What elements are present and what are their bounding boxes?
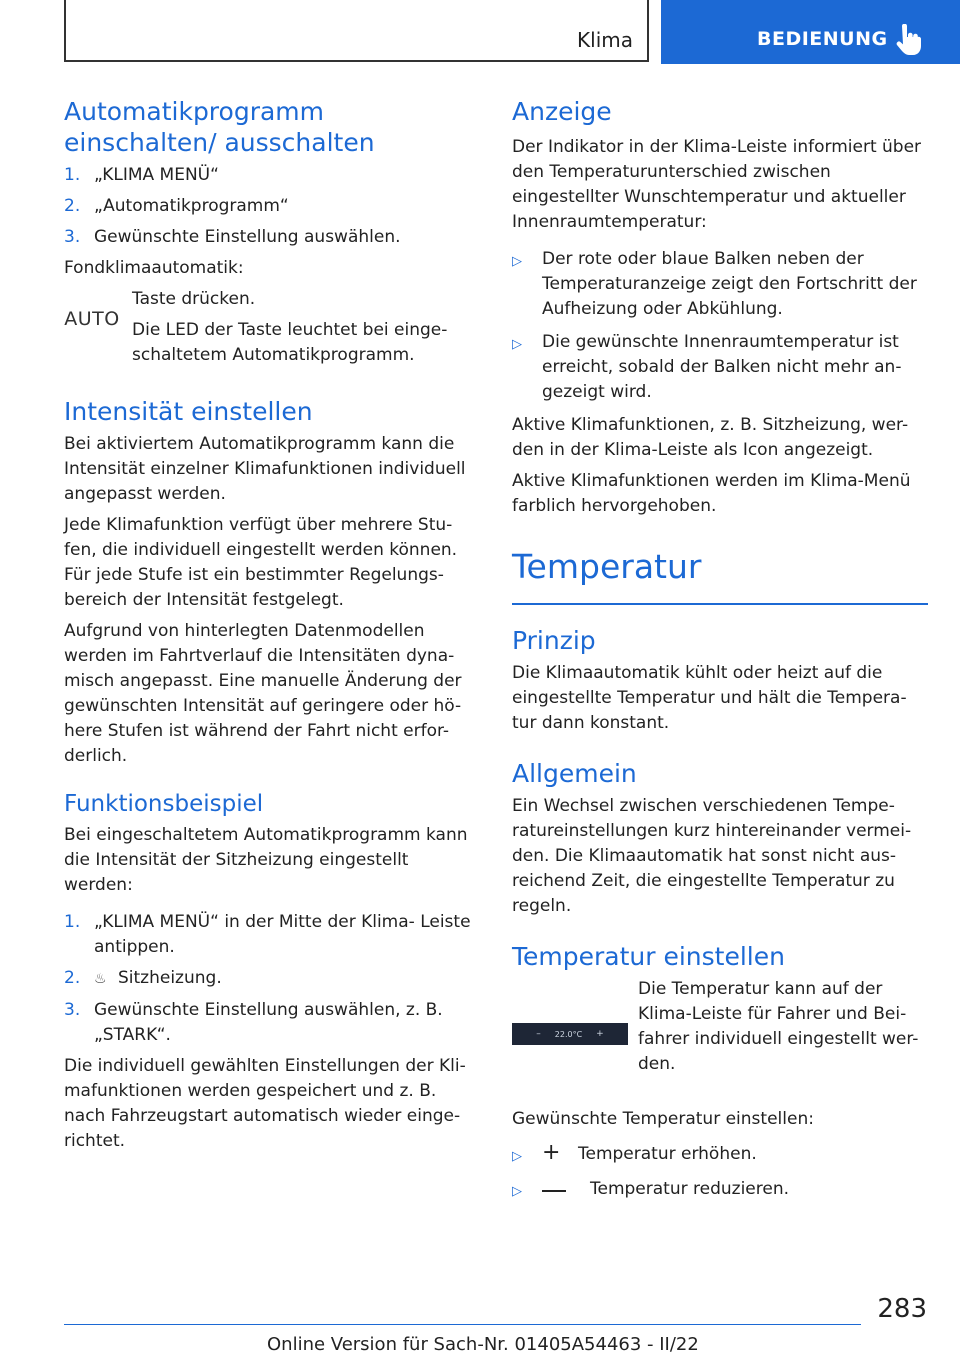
paragraph: Ein Wechsel zwischen verschiedenen Tempe- ratureinstellungen kurz hintereinander vermei- den. Die Klimaautomatik hat sonst nicht aus- reichend Zeit, die eingestellte Temperatur zu regeln.: [512, 796, 912, 916]
heading-prinzip: Prinzip: [512, 626, 596, 655]
bullets-anzeige: [512, 247, 928, 405]
triangle-bullet-icon: ▷: [512, 337, 522, 352]
paragraph: Die Temperatur kann auf der Klima-Leiste für Fahrer und Bei- fahrer individuell eingestellt wer- den.: [638, 979, 919, 1074]
plus-icon: +: [596, 1029, 604, 1039]
paragraph: Jede Klimafunktion verfügt über mehrere Stu- fen, die individuell eingestellt werden können. Für jede Stufe ist ein bestimmter Regelungs- bereich der Intensität festgelegt.: [64, 515, 458, 610]
right-column: [512, 96, 928, 1212]
header-chapter-box: [661, 0, 960, 64]
triangle-bullet-icon: ▷: [512, 254, 522, 269]
footer-divider: [64, 1324, 861, 1325]
section-divider: [512, 603, 928, 605]
minus-icon: –: [536, 1029, 541, 1039]
list-item: 3. Gewünschte Einstellung auswählen.: [64, 227, 401, 247]
list-item: 1. „KLIMA MENÜ“ in der Mitte der Klima- Leiste antippen.: [64, 912, 471, 957]
plus-icon: +: [542, 1140, 561, 1165]
heading-anzeige: Anzeige: [512, 97, 612, 126]
temperature-bar-row: [512, 977, 928, 1083]
paragraph: Aktive Klimafunktionen werden im Klima-Menü farblich hervorgehoben.: [512, 471, 911, 516]
auto-text-2: Die LED der Taste leuchtet bei einge- schaltetem Automatikprogramm.: [132, 320, 448, 365]
heading-temperatur-einstellen: Temperatur einstellen: [512, 942, 785, 971]
minus-icon: [542, 1190, 566, 1192]
paragraph: Bei eingeschaltetem Automatikprogramm kann die Intensität der Sitzheizung eingestellt werden:: [64, 825, 468, 895]
list-item: ▷ Temperatur reduzieren.: [512, 1177, 928, 1204]
paragraph: Der Indikator in der Klima-Leiste informiert über den Temperaturunterschied zwischen eingestellter Wunschtemperatur und aktueller Innenraumtemperatur:: [512, 137, 922, 232]
paragraph: Aufgrund von hinterlegten Datenmodellen werden im Fahrtverlauf die Intensitäten dyna- misch angepasst. Eine manuelle Änderung der gewünschten Intensität auf geringere oder hö- here Stufen ist während der Fahrt nicht erfor- derlich.: [64, 621, 462, 766]
paragraph: Die Klimaautomatik kühlt oder heizt auf die eingestellte Temperatur und hält die Tempera- tur dann konstant.: [512, 663, 907, 733]
paragraph: Bei aktiviertem Automatikprogramm kann die Intensität einzelner Klimafunktionen individuell angepasst werden.: [64, 434, 466, 504]
header-chapter-title: BEDIENUNG: [757, 28, 888, 50]
heading-automatikprogramm: Automatikprogramm einschalten/ ausschalten: [64, 97, 375, 157]
heading-allgemein: Allgemein: [512, 759, 637, 788]
bullets-temperatur: [512, 1142, 928, 1204]
heading-funktionsbeispiel: Funktionsbeispiel: [64, 791, 264, 817]
hand-pointer-icon: [895, 24, 921, 56]
auto-button-row: [64, 287, 478, 374]
triangle-bullet-icon: ▷: [512, 1149, 522, 1164]
list-item: 2. ♨ Sitzheizung.: [64, 966, 478, 992]
paragraph: Aktive Klimafunktionen, z. B. Sitzheizung, wer- den in der Klima-Leiste als Icon angezeigt.: [512, 415, 909, 460]
auto-button-icon: AUTO: [64, 308, 120, 330]
steps-funktionsbeispiel: [64, 910, 478, 1048]
auto-text-1: Taste drücken.: [132, 289, 256, 309]
steps-automatikprogramm: [64, 163, 478, 250]
header-section-box: [64, 0, 649, 62]
list-item: 3. Gewünschte Einstellung auswählen, z. B. „STARK“.: [64, 1000, 443, 1045]
paragraph: Gewünschte Temperatur einstellen:: [512, 1109, 814, 1129]
heading-intensitaet: Intensität einstellen: [64, 397, 313, 426]
page-number: 283: [877, 1294, 927, 1324]
paragraph: Die individuell gewählten Einstellungen der Kli- mafunktionen werden gespeichert und z. B. nach Fahrzeugstart automatisch wieder einge- richtet.: [64, 1056, 466, 1151]
list-item: ▷ + Temperatur erhöhen.: [512, 1142, 928, 1169]
list-item: ▷ Die gewünschte Innenraumtemperatur ist erreicht, sobald der Balken nicht mehr an- gezeigt wird.: [512, 330, 928, 405]
list-item: 1. „KLIMA MENÜ“: [64, 165, 219, 185]
seat-heating-icon: ♨: [94, 971, 107, 987]
temperature-readout: 22.0°C: [554, 1029, 583, 1039]
heading-temperatur: Temperatur: [512, 547, 702, 586]
list-item: 2. „Automatikprogramm“: [64, 196, 289, 216]
left-column: [64, 96, 478, 1160]
footer-online-version: Online Version für Sach-Nr. 01405A54463 - II/22: [267, 1334, 699, 1355]
list-item: ▷ Der rote oder blaue Balken neben der Temperaturanzeige zeigt den Fortschritt der Aufheizung oder Abkühlung.: [512, 247, 928, 322]
header-section-title: Klima: [577, 28, 633, 52]
climate-bar-image: [512, 1023, 628, 1045]
triangle-bullet-icon: ▷: [512, 1184, 522, 1199]
fond-label: Fondklimaautomatik:: [64, 258, 244, 278]
